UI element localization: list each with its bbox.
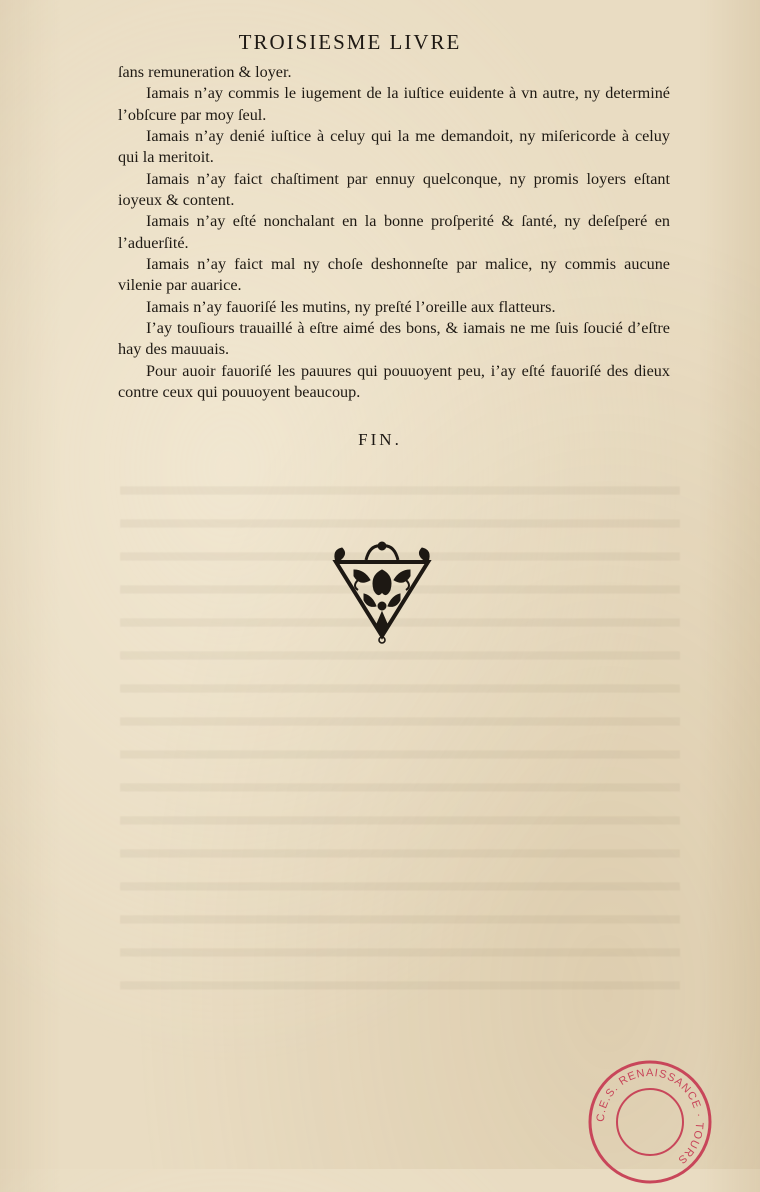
running-head: TROISIESME LIVRE <box>238 30 462 54</box>
stamp-text: C.E.S. RENAISSANCE · TOURS <box>594 1066 706 1167</box>
paragraph: Iamais n’ay denié iuſtice à celuy qui la me demandoit, ny miſericorde à celuy qui la meritoit. <box>118 127 670 167</box>
paragraph: I’ay touſiours trauaillé à eſtre aimé des bons, & iamais ne me ſuis ſoucié d’eſtre hay des mauuais. <box>118 319 670 359</box>
paragraph: Iamais n’ay eſté nonchalant en la bonne proſperité & ſanté, ny deſeſperé en l’aduerſité. <box>118 212 670 252</box>
fleuron-ornament-icon <box>330 540 434 644</box>
paragraph: ſans remuneration & loyer. <box>118 63 292 81</box>
paragraph: Iamais n’ay faict mal ny choſe deshonneſte par malice, ny commis aucune vilenie par auarice. <box>118 255 670 295</box>
paragraph: Iamais n’ay faict chaſtiment par ennuy quelconque, ny promis loyers eſtant ioyeux & content. <box>118 169 670 210</box>
fin-label: FIN. <box>358 430 402 449</box>
paragraph: Iamais n’ay fauoriſé les mutins, ny preſté l’oreille aux flatteurs. <box>146 297 556 316</box>
paragraph: Pour auoir fauoriſé les pauures qui pouuoyent peu, i’ay eſté fauoriſé des dieux contre ceux qui pouuoyent beaucoup. <box>118 361 670 402</box>
library-stamp <box>580 1052 720 1192</box>
body-text <box>118 62 670 404</box>
svg-text:C.E.S. RENAISSANCE · TOURS <box>595 1067 705 1166</box>
paragraph: Iamais n’ay commis le iugement de la iuſtice euidente à vn autre, ny determiné l’obſcure par moy ſeul. <box>118 84 670 124</box>
